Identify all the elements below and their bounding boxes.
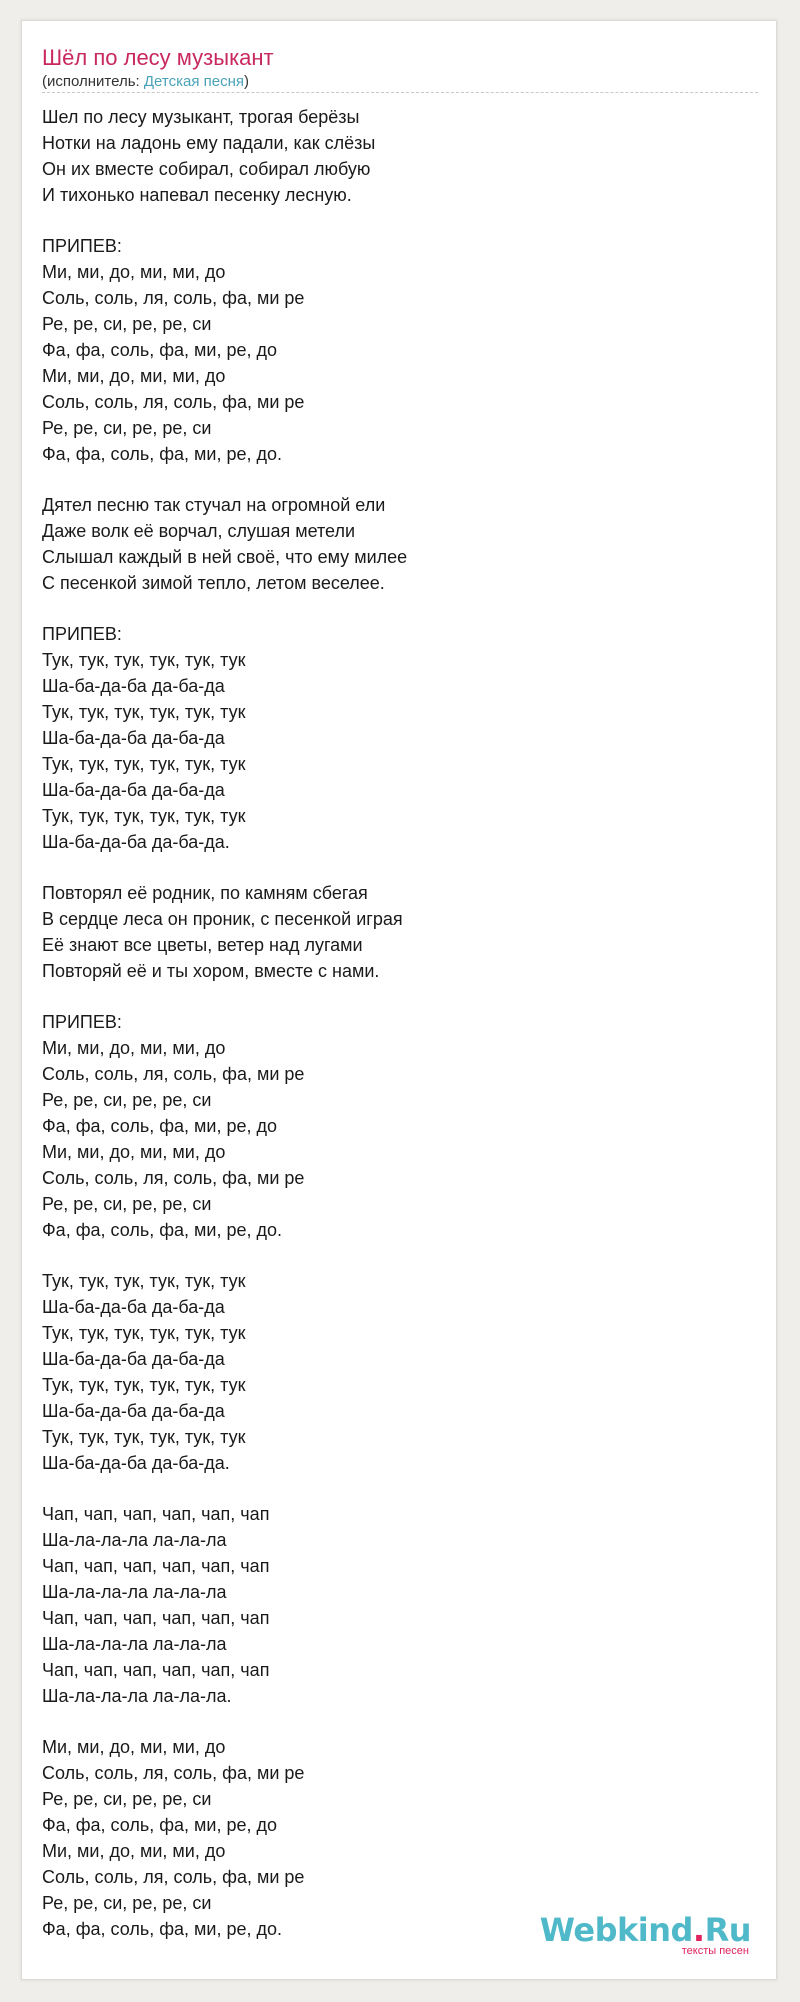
lyric-line: Шел по лесу музыкант, трогая берёзы bbox=[42, 107, 360, 127]
lyric-line: Ша-ла-ла-ла ла-ла-ла bbox=[42, 1634, 227, 1654]
chorus-label: ПРИПЕВ: bbox=[42, 236, 122, 256]
lyric-line: Ми, ми, до, ми, ми, до bbox=[42, 366, 226, 386]
stanza bbox=[42, 621, 742, 855]
lyric-line: Ми, ми, до, ми, ми, до bbox=[42, 1737, 226, 1757]
lyric-line: Тук, тук, тук, тук, тук, тук bbox=[42, 650, 246, 670]
lyric-line: С песенкой зимой тепло, летом веселее. bbox=[42, 573, 385, 593]
lyric-line: Фа, фа, соль, фа, ми, ре, до. bbox=[42, 1220, 283, 1240]
logo-dot: . bbox=[692, 1911, 705, 1949]
lyric-line: Слышал каждый в ней своё, что ему милее bbox=[42, 547, 408, 567]
stanza bbox=[42, 492, 742, 596]
lyric-line: Он их вместе собирал, собирал любую bbox=[42, 159, 371, 179]
lyric-line: Ша-ба-да-ба да-ба-да bbox=[42, 780, 225, 800]
stanza bbox=[42, 233, 742, 467]
lyric-line: Повторяй её и ты хором, вместе с нами. bbox=[42, 961, 380, 981]
artist-suffix: ) bbox=[243, 73, 249, 90]
lyric-line: Ша-ба-да-ба да-ба-да bbox=[42, 1401, 225, 1421]
lyric-line: Ша-ла-ла-ла ла-ла-ла bbox=[42, 1582, 227, 1602]
lyric-line: Соль, соль, ля, соль, фа, ми ре bbox=[42, 392, 305, 412]
lyric-line: Тук, тук, тук, тук, тук, тук bbox=[42, 754, 246, 774]
lyric-line: Тук, тук, тук, тук, тук, тук bbox=[42, 702, 246, 722]
lyric-line: Ша-ба-да-ба да-ба-да. bbox=[42, 1453, 230, 1473]
lyric-line: Соль, соль, ля, соль, фа, ми ре bbox=[42, 288, 305, 308]
lyric-line: Фа, фа, соль, фа, ми, ре, до bbox=[42, 340, 278, 360]
lyric-line: Ре, ре, си, ре, ре, си bbox=[42, 314, 212, 334]
chorus-label: ПРИПЕВ: bbox=[42, 1012, 122, 1032]
artist-prefix: (исполнитель: bbox=[42, 73, 144, 90]
lyric-line: Ре, ре, си, ре, ре, си bbox=[42, 1090, 212, 1110]
logo-tld: Ru bbox=[704, 1911, 751, 1949]
lyric-line: Дятел песню так стучал на огромной ели bbox=[42, 495, 386, 515]
lyric-line: Тук, тук, тук, тук, тук, тук bbox=[42, 1427, 246, 1447]
lyric-line: Нотки на ладонь ему падали, как слёзы bbox=[42, 133, 376, 153]
logo-name: Webkind bbox=[539, 1911, 693, 1949]
lyric-line: Тук, тук, тук, тук, тук, тук bbox=[42, 1375, 246, 1395]
logo-wordmark bbox=[540, 1913, 751, 1947]
logo-tagline: тексты песен bbox=[681, 1945, 749, 1957]
lyrics-body bbox=[42, 104, 742, 1967]
lyric-line: Ми, ми, до, ми, ми, до bbox=[42, 1841, 226, 1861]
lyric-line: Ре, ре, си, ре, ре, си bbox=[42, 1789, 212, 1809]
stanza bbox=[42, 1268, 742, 1476]
title-divider bbox=[42, 92, 758, 93]
lyric-line: В сердце леса он проник, с песенкой играя bbox=[42, 909, 403, 929]
stanza bbox=[42, 1501, 742, 1709]
lyric-line: Соль, соль, ля, соль, фа, ми ре bbox=[42, 1064, 305, 1084]
stanza bbox=[42, 1009, 742, 1243]
lyric-line: Ре, ре, си, ре, ре, си bbox=[42, 1194, 212, 1214]
lyric-line: Соль, соль, ля, соль, фа, ми ре bbox=[42, 1867, 305, 1887]
webkind-logo[interactable] bbox=[540, 1913, 751, 1957]
lyric-line: Её знают все цветы, ветер над лугами bbox=[42, 935, 363, 955]
lyric-line: И тихонько напевал песенку лесную. bbox=[42, 185, 352, 205]
lyric-line: Чап, чап, чап, чап, чап, чап bbox=[42, 1660, 270, 1680]
lyric-line: Соль, соль, ля, соль, фа, ми ре bbox=[42, 1168, 305, 1188]
lyrics-card bbox=[21, 20, 777, 1980]
lyric-line: Ша-ла-ла-ла ла-ла-ла bbox=[42, 1530, 227, 1550]
lyric-line: Чап, чап, чап, чап, чап, чап bbox=[42, 1608, 270, 1628]
lyric-line: Тук, тук, тук, тук, тук, тук bbox=[42, 806, 246, 826]
lyric-line: Ми, ми, до, ми, ми, до bbox=[42, 1038, 226, 1058]
lyric-line: Ми, ми, до, ми, ми, до bbox=[42, 262, 226, 282]
chorus-label: ПРИПЕВ: bbox=[42, 624, 122, 644]
lyric-line: Фа, фа, соль, фа, ми, ре, до bbox=[42, 1815, 278, 1835]
song-title: Шёл по лесу музыкант bbox=[42, 45, 274, 70]
lyric-line: Ре, ре, си, ре, ре, си bbox=[42, 1893, 212, 1913]
stanza bbox=[42, 880, 742, 984]
lyric-line: Чап, чап, чап, чап, чап, чап bbox=[42, 1556, 270, 1576]
lyric-line: Ре, ре, си, ре, ре, си bbox=[42, 418, 212, 438]
lyric-line: Ша-ба-да-ба да-ба-да bbox=[42, 1297, 225, 1317]
lyric-line: Фа, фа, соль, фа, ми, ре, до. bbox=[42, 444, 283, 464]
lyric-line: Ша-ла-ла-ла ла-ла-ла. bbox=[42, 1686, 232, 1706]
lyric-line: Фа, фа, соль, фа, ми, ре, до bbox=[42, 1116, 278, 1136]
lyric-line: Ша-ба-да-ба да-ба-да bbox=[42, 676, 225, 696]
lyric-line: Ша-ба-да-ба да-ба-да bbox=[42, 728, 225, 748]
lyric-line: Тук, тук, тук, тук, тук, тук bbox=[42, 1323, 246, 1343]
lyric-line: Фа, фа, соль, фа, ми, ре, до. bbox=[42, 1919, 283, 1939]
lyric-line: Соль, соль, ля, соль, фа, ми ре bbox=[42, 1763, 305, 1783]
artist-link[interactable]: Детская песня bbox=[143, 73, 244, 90]
lyric-line: Ми, ми, до, ми, ми, до bbox=[42, 1142, 226, 1162]
lyric-line: Ша-ба-да-ба да-ба-да. bbox=[42, 832, 230, 852]
artist-line bbox=[42, 73, 249, 91]
lyric-line: Тук, тук, тук, тук, тук, тук bbox=[42, 1271, 246, 1291]
lyric-line: Чап, чап, чап, чап, чап, чап bbox=[42, 1504, 270, 1524]
stanza bbox=[42, 104, 742, 208]
lyric-line: Даже волк её ворчал, слушая метели bbox=[42, 521, 356, 541]
lyric-line: Ша-ба-да-ба да-ба-да bbox=[42, 1349, 225, 1369]
lyric-line: Повторял её родник, по камням сбегая bbox=[42, 883, 368, 903]
